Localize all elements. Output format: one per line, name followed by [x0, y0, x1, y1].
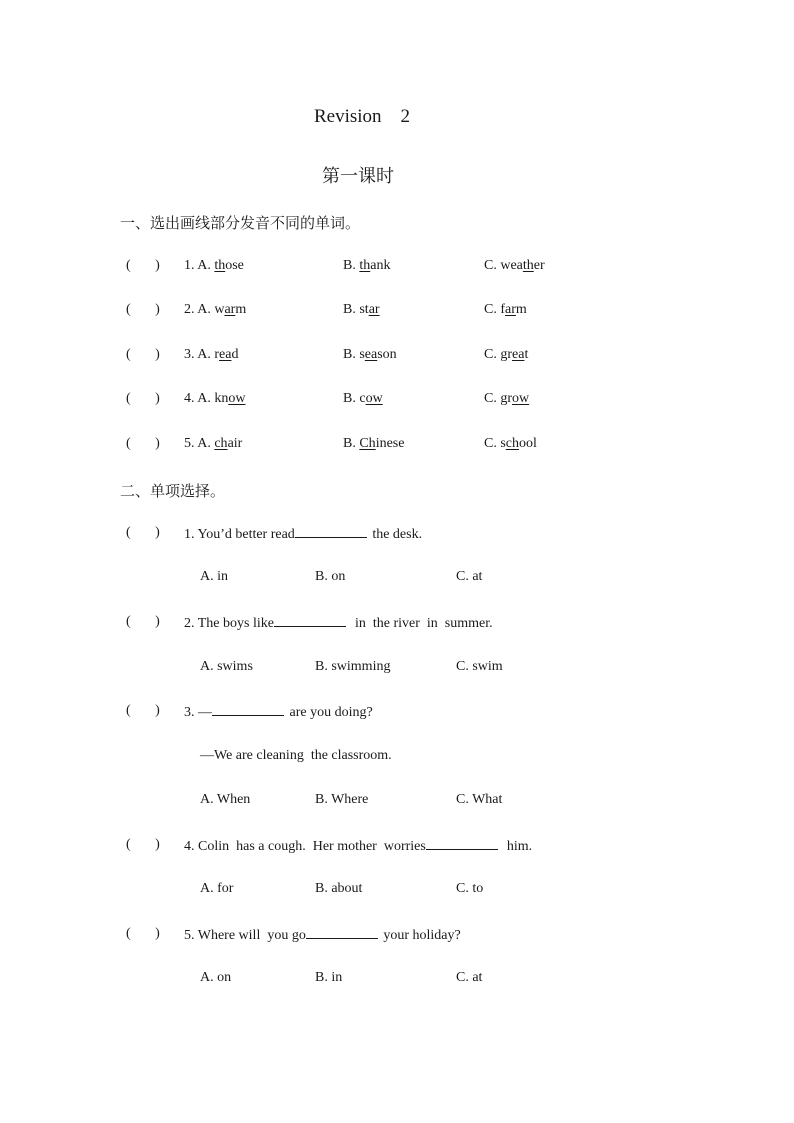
page-title: Revision 2 [313, 106, 411, 127]
answer-paren[interactable]: ( ) [126, 703, 160, 718]
option-b: B. swimming [315, 659, 391, 674]
answer-blank[interactable] [306, 926, 378, 939]
option-a: 3. A. read [184, 347, 239, 362]
question-stem: 5. Where will you go your holiday? [184, 928, 461, 943]
answer-blank[interactable] [212, 703, 284, 716]
option-b: B. on [315, 569, 346, 584]
option-a: A. swims [200, 659, 253, 674]
answer-blank[interactable] [426, 837, 498, 850]
answer-paren[interactable]: ( ) [126, 258, 160, 273]
answer-paren[interactable]: ( ) [126, 391, 160, 406]
answer-paren[interactable]: ( ) [126, 347, 160, 362]
option-b: B. Chinese [343, 436, 405, 451]
lesson-subtitle: 第一课时 [322, 166, 394, 186]
answer-paren[interactable]: ( ) [126, 614, 160, 629]
option-b: B. cow [343, 391, 383, 406]
option-a: 4. A. know [184, 391, 246, 406]
question-stem: 2. The boys like in the river in summer. [184, 616, 493, 631]
option-b: B. Where [315, 792, 369, 807]
option-c: C. school [484, 436, 537, 451]
option-c: C. to [456, 881, 484, 896]
answer-paren[interactable]: ( ) [126, 525, 160, 540]
section-2-heading: 二、单项选择。 [120, 484, 226, 500]
option-a: A. on [200, 970, 232, 985]
option-c: C. at [456, 569, 483, 584]
option-c: C. What [456, 792, 503, 807]
question-stem: 4. Colin has a cough. Her mother worries him. [184, 839, 533, 854]
answer-paren[interactable]: ( ) [126, 302, 160, 317]
option-c: C. swim [456, 659, 503, 674]
option-a: 1. A. those [184, 258, 244, 273]
option-c: C. great [484, 347, 529, 362]
section-1-heading: 一、选出画线部分发音不同的单词。 [120, 216, 361, 232]
question-stem: 1. You’d better read the desk. [184, 527, 423, 542]
option-b: B. about [315, 881, 363, 896]
answer-blank[interactable] [274, 614, 346, 627]
option-a: A. When [200, 792, 251, 807]
option-c: C. weather [484, 258, 545, 273]
option-a: 5. A. chair [184, 436, 243, 451]
answer-paren[interactable]: ( ) [126, 436, 160, 451]
option-b: B. in [315, 970, 343, 985]
option-b: B. thank [343, 258, 391, 273]
option-b: B. season [343, 347, 397, 362]
option-c: C. at [456, 970, 483, 985]
answer-blank[interactable] [295, 525, 367, 538]
option-a: 2. A. warm [184, 302, 247, 317]
answer-paren[interactable]: ( ) [126, 837, 160, 852]
option-c: C. farm [484, 302, 527, 317]
dialogue-answer: —We are cleaning the classroom. [200, 748, 392, 763]
option-b: B. star [343, 302, 380, 317]
option-c: C. grow [484, 391, 530, 406]
answer-paren[interactable]: ( ) [126, 926, 160, 941]
option-a: A. in [200, 569, 228, 584]
option-a: A. for [200, 881, 234, 896]
question-stem: 3. — are you doing? [184, 705, 373, 720]
